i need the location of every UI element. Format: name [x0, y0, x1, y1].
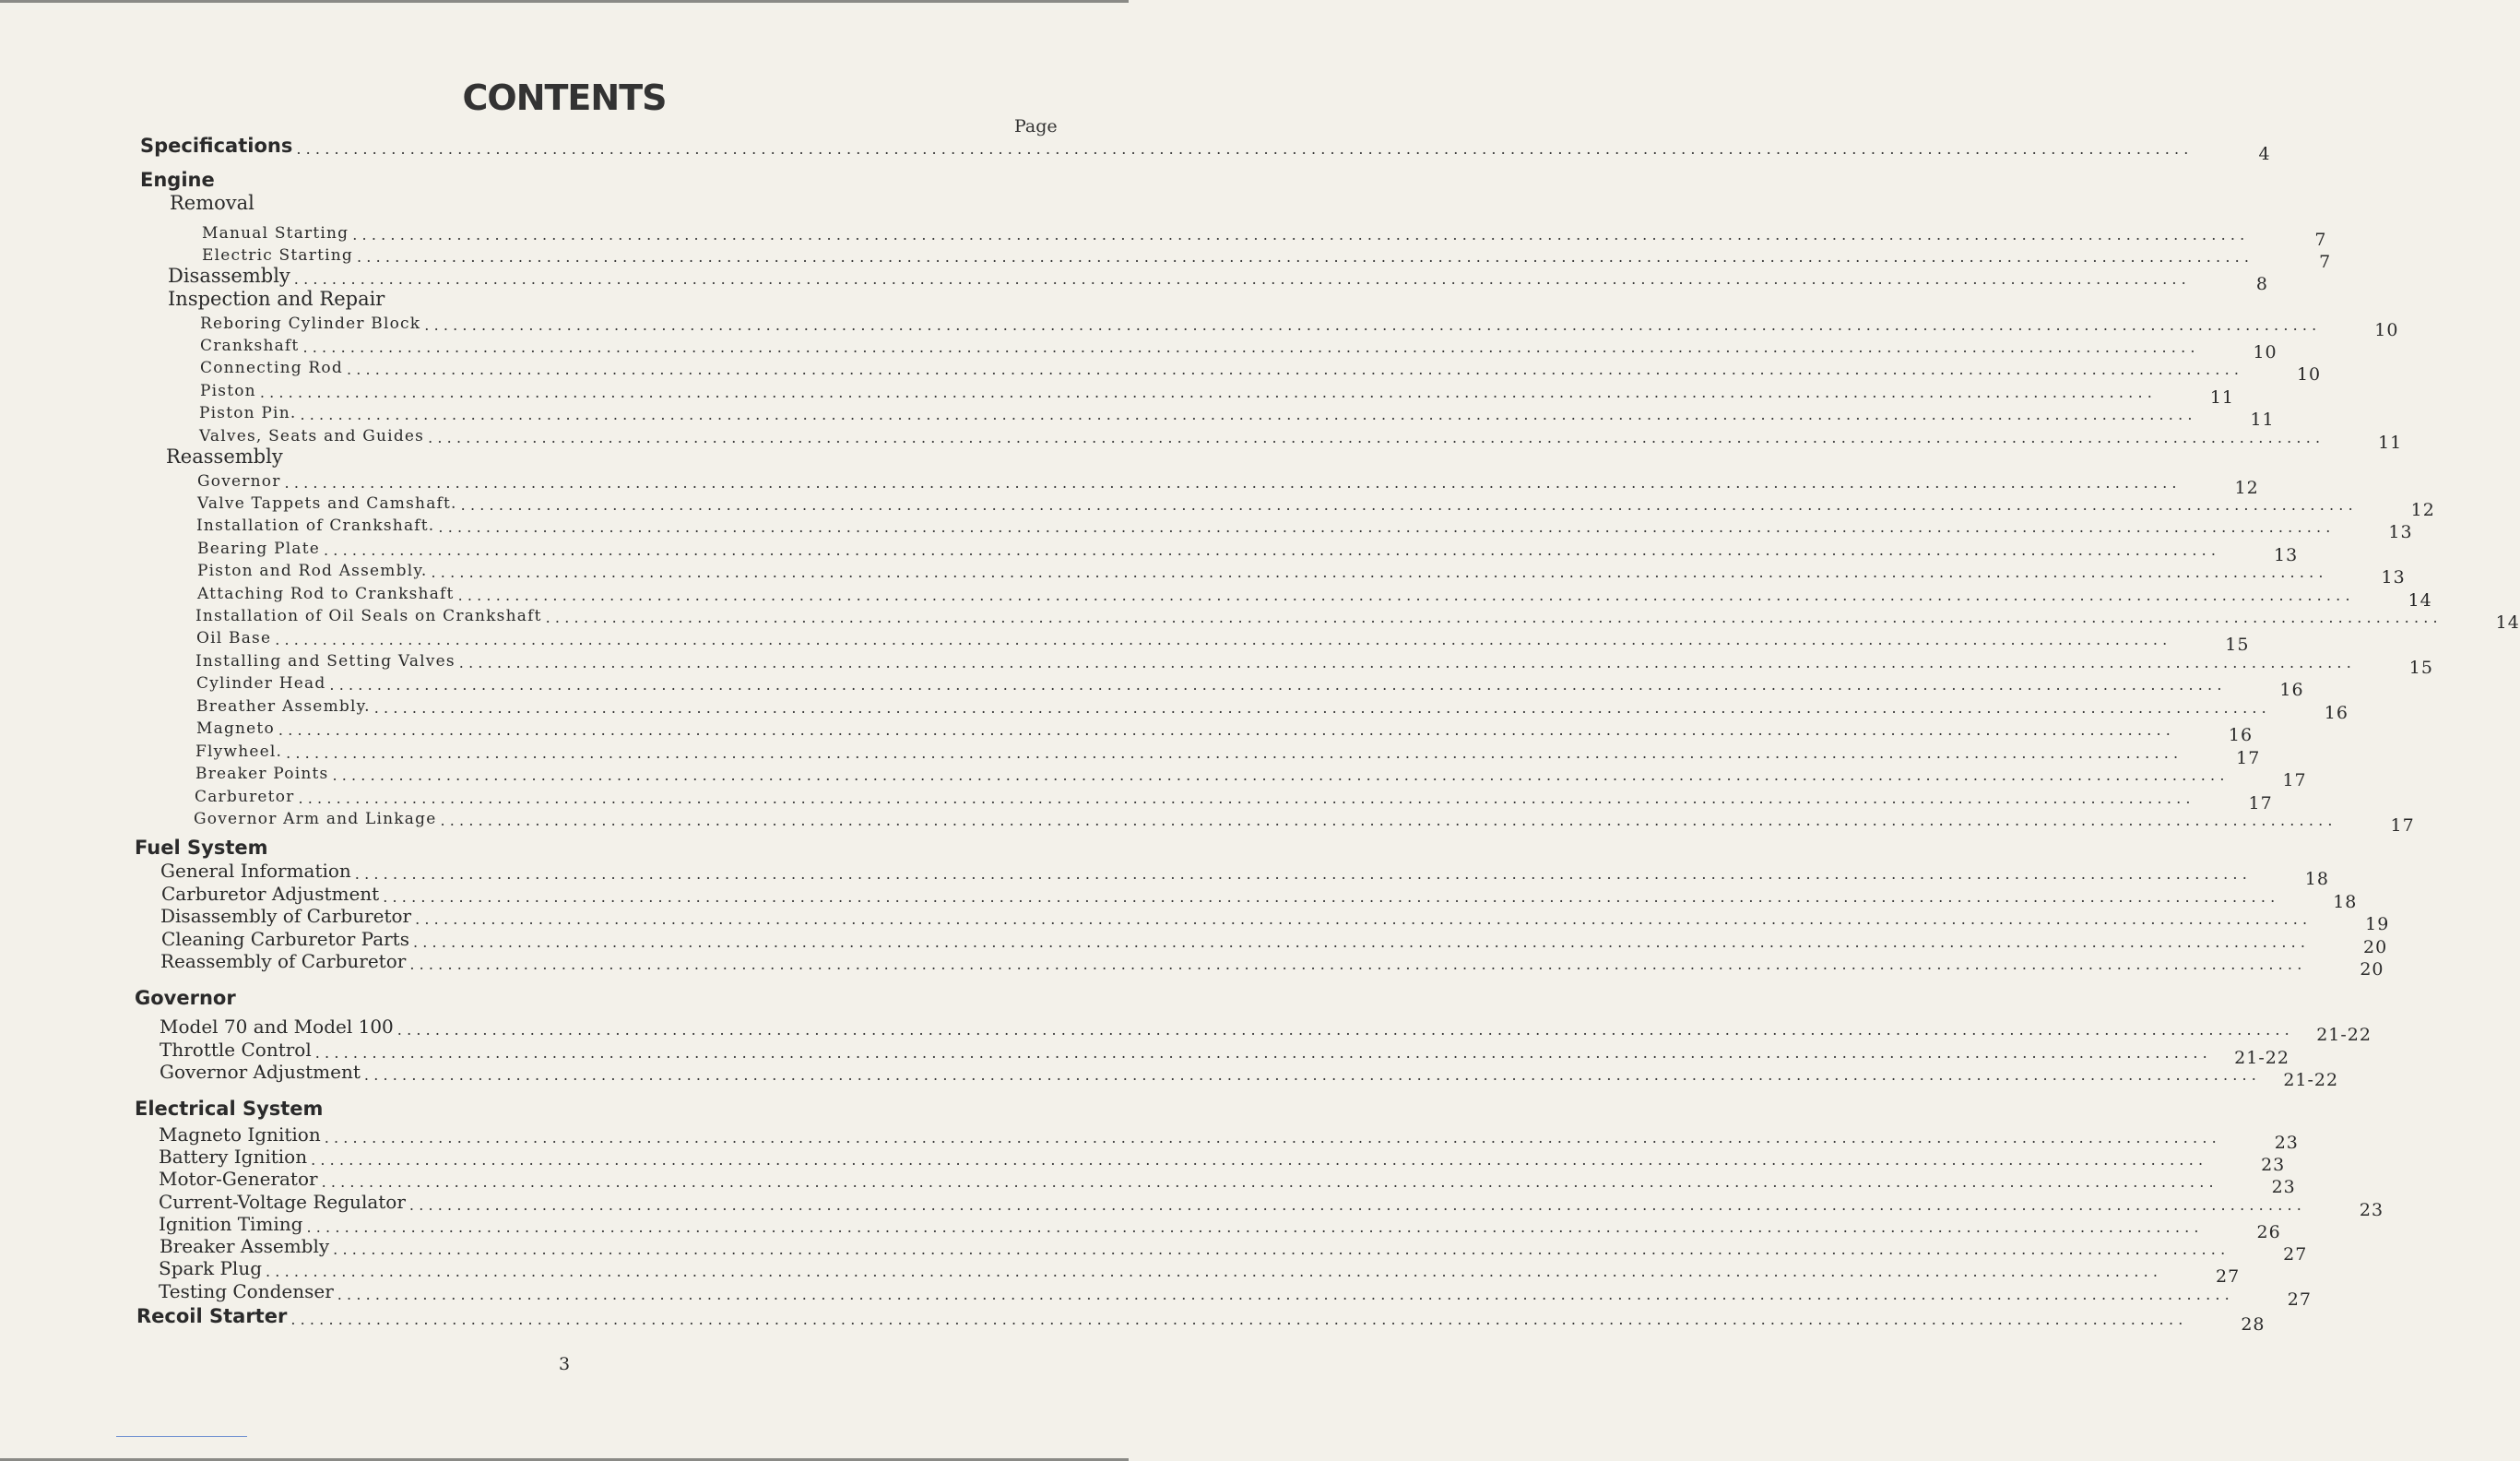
toc-entry — [0, 1122, 2299, 1153]
toc-entry-label: Attaching Rod to Crankshaft — [197, 585, 455, 603]
dot-leader: ........................................................................................................................................................................................................ — [409, 956, 2307, 973]
toc-entry-label: Testing Condenser — [159, 1280, 334, 1302]
toc-section-heading — [0, 835, 1129, 859]
toc-entry-page: 17 — [2248, 793, 2273, 814]
toc-entry — [0, 219, 2327, 250]
toc-entry-page: 16 — [2324, 703, 2348, 723]
toc-entry-label: Manual Starting — [202, 224, 349, 243]
toc-entry-page: 10 — [2253, 342, 2277, 362]
toc-entry-label: Carburetor Adjustment — [161, 883, 380, 905]
toc-entry — [0, 903, 2390, 934]
toc-entry — [0, 782, 2273, 814]
toc-entry-page: 7 — [2319, 252, 2332, 272]
toc-entry-label: Governor Adjustment — [160, 1061, 361, 1083]
dot-leader: ........................................................................................................................................................................................................ — [311, 1151, 2208, 1169]
toc-entry-page: 23 — [2271, 1177, 2296, 1197]
toc-entry-label: Throttle Control — [160, 1039, 312, 1061]
dot-leader: ........................................................................................................................................................................................................ — [460, 496, 2358, 514]
toc-entry-label: Valves, Seats and Guides — [199, 427, 425, 445]
toc-entry-page: 13 — [2274, 545, 2299, 565]
toc-entry — [0, 881, 2358, 912]
dot-leader: ........................................................................................................................................................................................................ — [275, 631, 2172, 648]
toc-entry — [0, 948, 2384, 980]
dot-leader: ........................................................................................................................................................................................................ — [321, 1173, 2218, 1191]
toc-entry-label: Disassembly — [168, 265, 290, 287]
toc-entry-label: Breaker Points — [195, 765, 329, 783]
toc-entry — [0, 190, 1129, 214]
toc-entry-page: 19 — [2365, 914, 2390, 934]
toc-entry-page: 23 — [2274, 1133, 2299, 1153]
toc-entry-label: Removal — [170, 192, 254, 214]
toc-entry-label: Cylinder Head — [196, 674, 326, 693]
dot-leader: ........................................................................................................................................................................................................ — [440, 812, 2337, 829]
toc-entry-label: Reassembly of Carburetor — [160, 950, 407, 972]
dot-leader: ........................................................................................................................................................................................................ — [278, 721, 2176, 739]
toc-entry-page: 21-22 — [2234, 1048, 2289, 1068]
toc-entry-label: Installation of Oil Seals on Crankshaft — [195, 607, 542, 625]
toc-entry — [0, 422, 2403, 453]
toc-entry-label: Governor Arm and Linkage — [194, 810, 437, 828]
dot-leader: ........................................................................................................................................................................................................ — [424, 316, 2322, 334]
dot-leader: ........................................................................................................................................................................................................ — [286, 744, 2183, 762]
toc-entry — [0, 1211, 2281, 1242]
toc-entry-page: 10 — [2296, 364, 2322, 385]
toc-entry — [0, 444, 1129, 468]
toc-entry — [0, 511, 2413, 542]
toc-entry-page: 28 — [2241, 1314, 2266, 1335]
toc-entry-label: Magneto Ignition — [159, 1123, 321, 1146]
toc-entry — [0, 647, 2433, 678]
toc-entry-page: 15 — [2225, 635, 2250, 655]
toc-entry — [0, 1233, 2308, 1265]
toc-entry — [0, 624, 2250, 655]
toc-entry-label: General Information — [160, 860, 351, 882]
dot-leader: ........................................................................................................................................................................................................ — [352, 226, 2250, 244]
dot-leader: ........................................................................................................................................................................................................ — [458, 654, 2356, 671]
dot-leader: ........................................................................................................................................................................................................ — [290, 1311, 2188, 1328]
toc-entry-label: Specifications — [140, 135, 293, 157]
dot-leader: ........................................................................................................................................................................................................ — [302, 339, 2200, 356]
toc-entry — [0, 534, 2299, 565]
toc-entry — [0, 353, 2322, 385]
dot-leader: ........................................................................................................................................................................................................ — [266, 1263, 2163, 1280]
dot-leader: ........................................................................................................................................................................................................ — [431, 564, 2328, 581]
toc-entry-page: 21-22 — [2283, 1070, 2339, 1090]
dot-leader: ........................................................................................................................................................................................................ — [415, 910, 2313, 928]
toc-entry-label: Current-Voltage Regulator — [159, 1191, 406, 1213]
toc-entry — [0, 804, 2415, 836]
toc-entry-page: 23 — [2261, 1155, 2286, 1175]
page-column-header: Page — [1014, 116, 1058, 137]
toc-entry-label: Recoil Starter — [136, 1305, 288, 1327]
toc-entry-label: Inspection and Repair — [168, 288, 385, 310]
toc-entry-label: Model 70 and Model 100 — [160, 1016, 394, 1038]
toc-entry-page: 13 — [2381, 567, 2406, 588]
toc-entry-page: 17 — [2236, 748, 2261, 768]
toc-entry — [0, 1278, 2312, 1310]
toc-section-heading — [0, 1096, 1129, 1120]
toc-entry-label: Flywheel. — [195, 742, 283, 761]
toc-entry-page: 14 — [2408, 590, 2432, 611]
dot-leader: ........................................................................................................................................................................................................ — [333, 1241, 2230, 1258]
toc-entry-page: 11 — [2209, 387, 2235, 408]
toc-entry-label: Valve Tappets and Camshaft. — [197, 494, 457, 513]
toc-entry — [0, 376, 2235, 408]
toc-entry-label: Ignition Timing — [159, 1213, 303, 1235]
toc-entry-label: Installation of Crankshaft. — [196, 517, 435, 535]
toc-entry — [0, 1144, 2286, 1175]
toc-entry-label: Battery Ignition — [159, 1146, 308, 1168]
dot-leader: ........................................................................................................................................................................................................ — [346, 361, 2244, 378]
toc-entry-label: Crankshaft — [200, 337, 300, 355]
dot-leader: ........................................................................................................................................................................................................ — [324, 1129, 2221, 1146]
toc-entry-label: Breather Assembly. — [196, 697, 371, 716]
dot-leader: ........................................................................................................................................................................................................ — [337, 1286, 2234, 1303]
dot-leader: ........................................................................................................................................................................................................ — [363, 1066, 2262, 1084]
toc-entry-label: Connecting Rod — [200, 359, 343, 377]
toc-entry — [0, 669, 2304, 700]
toc-entry-page: 7 — [2314, 230, 2327, 250]
dot-leader: ........................................................................................................................................................................................................ — [284, 474, 2182, 492]
toc-entry-label: Governor — [197, 472, 281, 491]
toc-entry-page: 27 — [2287, 1289, 2312, 1310]
dot-leader: ........................................................................................................................................................................................................ — [373, 699, 2271, 717]
toc-entry-page: 12 — [2410, 500, 2435, 520]
toc-entry — [0, 692, 2348, 723]
dot-leader: ........................................................................................................................................................................................................ — [412, 933, 2311, 951]
dot-leader: ........................................................................................................................................................................................................ — [314, 1044, 2212, 1062]
toc-entry-label: Spark Plug — [159, 1257, 263, 1279]
dot-leader: ........................................................................................................................................................................................................ — [329, 676, 2227, 694]
toc-entry-page: 11 — [2250, 410, 2275, 430]
toc-entry-page: 4 — [2258, 144, 2271, 164]
toc-entry — [0, 309, 2399, 340]
toc-entry-label: Magneto — [196, 719, 275, 738]
toc-entry-page: 16 — [2279, 680, 2304, 700]
toc-entry-page: 13 — [2388, 522, 2413, 542]
toc-entry-label: Bearing Plate — [197, 540, 320, 558]
toc-entry — [0, 737, 2261, 768]
toc-entry — [0, 926, 2388, 957]
dot-leader: ........................................................................................................................................................................................................ — [324, 541, 2221, 559]
toc-entry-page: 11 — [2378, 433, 2403, 453]
toc-entry-page: 26 — [2256, 1222, 2281, 1242]
toc-section-heading — [0, 985, 1129, 1009]
toc-entry — [0, 467, 2259, 498]
toc-entry — [0, 601, 2520, 633]
toc-entry — [0, 1166, 2296, 1197]
toc-entry-page: 17 — [2390, 815, 2415, 836]
dot-leader: ........................................................................................................................................................................................................ — [354, 865, 2252, 883]
toc-entry — [0, 286, 1129, 310]
toc-entry — [0, 1189, 2384, 1220]
dot-leader: ........................................................................................................................................................................................................ — [306, 1218, 2204, 1236]
toc-entry — [0, 714, 2254, 745]
dot-leader: ........................................................................................................................................................................................................ — [438, 518, 2336, 536]
toc-entry-label: Disassembly of Carburetor — [160, 905, 412, 927]
dot-leader: ........................................................................................................................................................................................................ — [383, 888, 2280, 906]
toc-entry-page: 12 — [2234, 478, 2259, 498]
toc-entry-page: 17 — [2282, 770, 2307, 790]
toc-entry — [0, 241, 2332, 272]
toc-entry-label: Fuel System — [135, 837, 268, 859]
top-edge-rule — [0, 0, 1129, 3]
toc-entry — [0, 331, 2277, 362]
toc-entry — [0, 398, 2275, 430]
dot-leader: ........................................................................................................................................................................................................ — [332, 766, 2230, 784]
toc-entry — [0, 858, 2329, 889]
dot-leader: ........................................................................................................................................................................................................ — [408, 1196, 2307, 1214]
toc-entry-page: 18 — [2304, 869, 2329, 889]
page-number: 3 — [558, 1354, 571, 1374]
toc-entry-label: Governor — [135, 987, 236, 1009]
toc-entry-page: 10 — [2374, 320, 2399, 340]
toc-entry-label: Electric Starting — [202, 246, 353, 265]
toc-entry-label: Reboring Cylinder Block — [200, 315, 421, 333]
toc-entry-label: Motor-Generator — [159, 1168, 318, 1190]
toc-entry-label: Piston and Rod Assembly. — [197, 562, 428, 580]
toc-entry — [0, 263, 2268, 294]
dot-leader: ........................................................................................................................................................................................................ — [457, 587, 2355, 604]
dot-leader: ........................................................................................................................................................................................................ — [545, 609, 2443, 626]
toc-entry-label: Breaker Assembly — [160, 1235, 330, 1257]
scan-artifact-line — [116, 1436, 247, 1437]
toc-entry-page: 23 — [2359, 1200, 2384, 1220]
toc-section-heading — [0, 167, 1129, 191]
toc-entry-label: Piston — [200, 382, 256, 400]
toc-entry-label: Installing and Setting Valves — [195, 652, 455, 671]
toc-entry-page: 20 — [2360, 959, 2384, 980]
toc-entry-page: 16 — [2228, 725, 2254, 745]
dot-leader: ........................................................................................................................................................................................................ — [293, 270, 2191, 288]
toc-entry-label: Engine — [140, 169, 215, 191]
dot-leader: ........................................................................................................................................................................................................ — [357, 248, 2254, 266]
toc-entry-page: 21-22 — [2316, 1025, 2372, 1045]
toc-entry — [0, 579, 2432, 611]
toc-entry-label: Electrical System — [135, 1098, 324, 1120]
toc-entry — [0, 1059, 2339, 1090]
dot-leader: ........................................................................................................................................................................................................ — [259, 384, 2158, 401]
toc-entry-page: 14 — [2495, 612, 2520, 633]
toc-entry-page: 27 — [2283, 1244, 2308, 1265]
toc-entry — [0, 556, 2406, 588]
toc-entry-page: 18 — [2333, 892, 2358, 912]
toc-entry-page: 15 — [2408, 658, 2433, 678]
dot-leader: ........................................................................................................................................................................................................ — [428, 429, 2325, 446]
toc-entry-label: Oil Base — [196, 629, 272, 647]
toc-entry-page: 27 — [2216, 1266, 2241, 1287]
toc-entry — [0, 1014, 2372, 1045]
dot-leader: ........................................................................................................................................................................................................ — [396, 1021, 2294, 1039]
toc-entry-label: Piston Pin. — [199, 404, 297, 422]
toc-section-heading — [0, 133, 2271, 164]
toc-entry-label: Carburetor — [195, 788, 295, 806]
toc-entry — [0, 1255, 2241, 1287]
toc-entry-label: Reassembly — [166, 445, 283, 468]
toc-entry-page: 20 — [2362, 937, 2388, 957]
page-title: CONTENTS — [462, 77, 667, 118]
dot-leader: ........................................................................................................................................................................................................ — [300, 406, 2197, 423]
toc-entry-label: Cleaning Carburetor Parts — [161, 928, 409, 950]
toc-section-heading — [0, 1303, 2266, 1335]
dot-leader: ........................................................................................................................................................................................................ — [298, 790, 2195, 807]
toc-entry-page: 8 — [2255, 274, 2268, 294]
toc-entry — [0, 759, 2307, 790]
toc-entry — [0, 1037, 2289, 1068]
dot-leader: ........................................................................................................................................................................................................ — [296, 140, 2194, 158]
toc-entry — [0, 489, 2435, 520]
